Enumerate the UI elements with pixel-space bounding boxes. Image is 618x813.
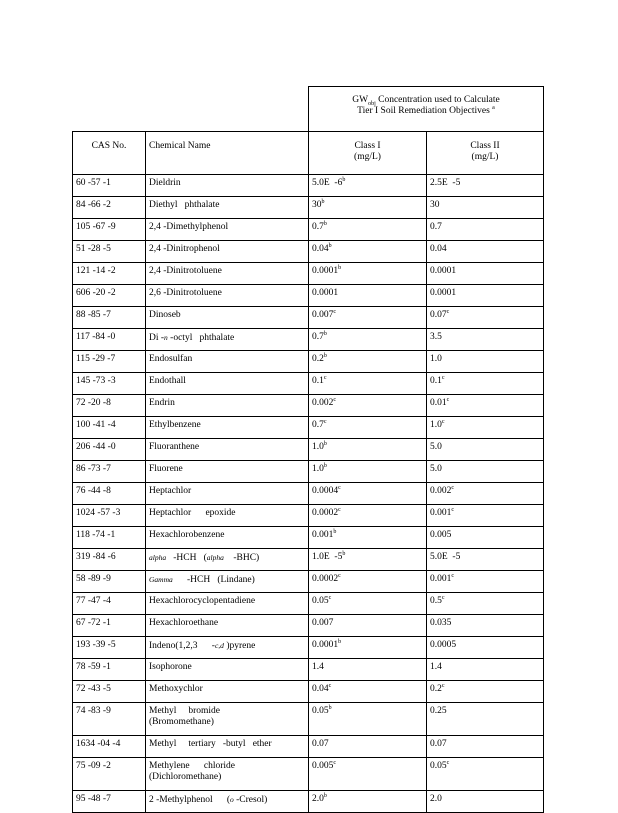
blank-cell [73, 87, 146, 132]
table-row [73, 351, 544, 373]
footnote-marker: c [323, 418, 327, 425]
table-row [73, 703, 544, 736]
cas-header: CAS No. [73, 132, 146, 175]
class2-value: 5.0E -5 [430, 552, 461, 562]
chemical-name-cell [146, 571, 309, 593]
table-row [73, 175, 544, 197]
class1-value-cell [309, 417, 427, 439]
chemical-name: Indeno(1,2,3 - [149, 641, 215, 651]
chemical-name-cell [146, 615, 309, 637]
class2-value: 5.0 [430, 442, 442, 452]
class1-value-cell [309, 373, 427, 395]
class2-value: 0.002 [430, 486, 452, 496]
footnote-marker: b [342, 176, 346, 183]
class1-value: 0.1 [312, 376, 324, 386]
cas-number-cell: 77 -47 -4 [73, 593, 146, 615]
class2-value-cell [427, 263, 544, 285]
class2-value-cell [427, 681, 544, 703]
chemical-name: Methyl bromide [149, 706, 220, 716]
table-row [73, 483, 544, 505]
class1-value: 0.0002 [312, 574, 339, 584]
footnote-marker: c [446, 396, 450, 403]
class2-value-cell [427, 505, 544, 527]
chemical-name: Ethylbenzene [149, 420, 201, 430]
chemical-name-italic: n [164, 333, 168, 342]
footnote-marker: b [328, 704, 332, 711]
table-row [73, 593, 544, 615]
class2-value-cell [427, 758, 544, 791]
class1-value: 5.0E -6 [312, 178, 343, 188]
cas-number-cell: 72 -20 -8 [73, 395, 146, 417]
class1-value-cell [309, 329, 427, 351]
class1-value-cell [309, 219, 427, 241]
footnote-marker: c [333, 759, 337, 766]
chemical-name-cell [146, 461, 309, 483]
class2-value: 0.0001 [430, 266, 457, 276]
class1-value-cell [309, 703, 427, 736]
table-row [73, 395, 544, 417]
table-row [73, 505, 544, 527]
chemical-name: Di - [149, 333, 165, 343]
chemical-name-cell [146, 736, 309, 758]
class2-value: 0.0001 [430, 288, 457, 298]
class2-value-cell [427, 373, 544, 395]
chemical-name-cell [146, 703, 309, 736]
footnote-marker: c [451, 506, 455, 513]
class2-value-cell [427, 439, 544, 461]
class1-value-cell [309, 736, 427, 758]
class2-value-cell [427, 219, 544, 241]
class2-value-cell [427, 549, 544, 571]
table-row [73, 758, 544, 791]
chemical-name-alt: (Bromomethane) [149, 717, 214, 727]
class1-value: 0.0002 [312, 508, 339, 518]
class1-value: 0.07 [312, 739, 329, 749]
footnote-marker: c [441, 682, 445, 689]
class1-value: 0.2 [312, 354, 324, 364]
class1-value-cell [309, 175, 427, 197]
footnote-marker: c [338, 572, 341, 579]
chemical-name: Hexachlorocyclopentadiene [149, 596, 256, 606]
class1-value: 0.005 [312, 761, 334, 771]
table-row [73, 417, 544, 439]
class1-value: 0.0001 [312, 288, 339, 298]
class1-value: 0.7 [312, 420, 324, 430]
footnote-marker: b [342, 550, 346, 557]
class1-value: 1.0 [312, 442, 324, 452]
chemical-name-cell [146, 351, 309, 373]
chemical-name: Heptachlor epoxide [149, 508, 236, 518]
class2-value-cell [427, 736, 544, 758]
class1-value: 0.0001 [312, 640, 339, 650]
class2-value: 0.035 [430, 618, 452, 628]
footnote-marker: c [441, 418, 445, 425]
table-row [73, 615, 544, 637]
chemical-name-cell [146, 373, 309, 395]
cas-number-cell: 193 -39 -5 [73, 637, 146, 659]
chemical-name-cell [146, 505, 309, 527]
class1-value-cell [309, 395, 427, 417]
table-row [73, 329, 544, 351]
cas-number-cell: 78 -59 -1 [73, 659, 146, 681]
chemical-name: Endosulfan [149, 354, 193, 364]
footnote-marker: b [338, 638, 342, 645]
footnote-marker: c [338, 506, 341, 513]
footnote-marker: c [328, 594, 332, 601]
chemical-name-italic: alpha [149, 553, 167, 562]
cas-number-cell: 72 -43 -5 [73, 681, 146, 703]
footnote-marker: c [451, 572, 455, 579]
class2-value-cell [427, 791, 544, 813]
class2-value-cell [427, 461, 544, 483]
chemical-name-cell [146, 175, 309, 197]
class1-value: 0.7 [312, 222, 324, 232]
chemical-name: Methoxychlor [149, 684, 203, 694]
footnote-marker: c [441, 594, 445, 601]
table-row [73, 285, 544, 307]
table-row [73, 461, 544, 483]
cas-number-cell: 606 -20 -2 [73, 285, 146, 307]
cas-number-cell: 74 -83 -9 [73, 703, 146, 736]
class2-value: 0.7 [430, 222, 442, 232]
class1-value: 0.007 [312, 618, 334, 628]
cas-number-cell: 88 -85 -7 [73, 307, 146, 329]
chemical-name-cell [146, 659, 309, 681]
chemical-name-italic: o [230, 795, 234, 804]
header-row-top [73, 87, 544, 132]
class2-value: 1.4 [430, 662, 442, 672]
cas-number-cell: 105 -67 -9 [73, 219, 146, 241]
table-row [73, 549, 544, 571]
blank-cell [146, 87, 309, 132]
class2-value-cell [427, 395, 544, 417]
chemical-name-header: Chemical Name [146, 132, 309, 175]
class2-value: 1.0 [430, 420, 442, 430]
class2-value-cell [427, 197, 544, 219]
class1-value-cell [309, 197, 427, 219]
class2-value: 3.5 [430, 332, 442, 342]
class2-value-cell [427, 285, 544, 307]
class1-value-cell [309, 615, 427, 637]
class1-value-cell [309, 549, 427, 571]
chemical-name: Methylene chloride [149, 761, 236, 771]
class1-value: 0.0001 [312, 266, 339, 276]
chemical-name-italic: c,d [214, 641, 224, 650]
footnote-marker: c [446, 759, 450, 766]
cas-number-cell: 145 -73 -3 [73, 373, 146, 395]
class1-value: 0.001 [312, 530, 334, 540]
class1-value: 0.05 [312, 706, 329, 716]
class2-value-cell [427, 593, 544, 615]
table-row [73, 736, 544, 758]
chemical-name-cell [146, 417, 309, 439]
class1-value-cell [309, 637, 427, 659]
chemical-name-cell [146, 395, 309, 417]
class1-value: 0.05 [312, 596, 329, 606]
cas-number-cell: 84 -66 -2 [73, 197, 146, 219]
class2-value-cell [427, 241, 544, 263]
footnote-marker: b [321, 198, 325, 205]
footnote-marker: c [333, 308, 337, 315]
class1-value-cell [309, 285, 427, 307]
footnote-marker: b [323, 220, 327, 227]
chemical-name: Methyl tertiary -butyl ether [149, 739, 272, 749]
class2-value: 2.0 [430, 794, 442, 804]
cas-number-cell: 75 -09 -2 [73, 758, 146, 791]
footnote-marker: b [323, 330, 327, 337]
chemical-name-cell [146, 758, 309, 791]
cas-number-cell: 1634 -04 -4 [73, 736, 146, 758]
header-row-columns [73, 132, 544, 175]
table-row [73, 197, 544, 219]
cas-number-cell: 95 -48 -7 [73, 791, 146, 813]
chemical-name: 2,4 -Dimethylphenol [149, 222, 229, 232]
class2-value: 0.001 [430, 508, 452, 518]
chemical-name: Endothall [149, 376, 186, 386]
class2-value-cell [427, 417, 544, 439]
class1-value-cell [309, 593, 427, 615]
chemical-name: -Cresol) [233, 795, 268, 805]
cas-number-cell: 100 -41 -4 [73, 417, 146, 439]
footnote-marker: c [333, 396, 337, 403]
class1-value-cell [309, 241, 427, 263]
class2-value: 0.0005 [430, 640, 457, 650]
class2-header: Class II (mg/L) [427, 132, 544, 175]
chemical-name-cell [146, 439, 309, 461]
footnote-marker: c [328, 682, 332, 689]
chemical-name-cell [146, 219, 309, 241]
class1-value-cell [309, 483, 427, 505]
class2-value: 0.04 [430, 244, 447, 254]
class1-value: 1.4 [312, 662, 324, 672]
class2-value: 0.07 [430, 739, 447, 749]
chemical-name: 2 -Methylphenol ( [149, 795, 231, 805]
class1-value: 0.04 [312, 684, 329, 694]
chemical-name-cell [146, 527, 309, 549]
class2-value-cell [427, 483, 544, 505]
table-row [73, 571, 544, 593]
table-row [73, 219, 544, 241]
table-row [73, 637, 544, 659]
class2-value: 30 [430, 200, 440, 210]
chemical-name: Hexachloroethane [149, 618, 219, 628]
footnote-marker: c [338, 484, 341, 491]
class1-value-cell [309, 659, 427, 681]
class2-value: 5.0 [430, 464, 442, 474]
table-row [73, 791, 544, 813]
cas-number-cell: 121 -14 -2 [73, 263, 146, 285]
chemical-name-cell [146, 241, 309, 263]
class1-value: 2.0 [312, 794, 324, 804]
chemical-name-cell [146, 549, 309, 571]
class1-value-cell [309, 571, 427, 593]
chemical-name: Hexachlorobenzene [149, 530, 225, 540]
class2-value: 0.01 [430, 398, 447, 408]
footnote-marker: b [338, 264, 342, 271]
chemical-name: Dinoseb [149, 310, 181, 320]
class1-value-cell [309, 758, 427, 791]
class1-value: 1.0E -5 [312, 552, 343, 562]
class2-value-cell [427, 637, 544, 659]
class2-value-cell [427, 307, 544, 329]
table-row [73, 527, 544, 549]
footnote-marker: b [323, 440, 327, 447]
class1-value-cell [309, 681, 427, 703]
chemical-name-cell [146, 307, 309, 329]
class2-value-cell [427, 175, 544, 197]
cas-number-cell: 51 -28 -5 [73, 241, 146, 263]
class1-value: 0.002 [312, 398, 334, 408]
class2-value: 0.001 [430, 574, 452, 584]
footnote-marker: c [446, 308, 450, 315]
cas-number-cell: 67 -72 -1 [73, 615, 146, 637]
class1-value-cell [309, 307, 427, 329]
chemical-name: Heptachlor [149, 486, 192, 496]
chemical-name: 2,4 -Dinitrophenol [149, 244, 220, 254]
class1-value: 0.7 [312, 332, 324, 342]
soil-objectives-table [72, 86, 544, 813]
class2-value-cell [427, 659, 544, 681]
chemical-name-cell [146, 263, 309, 285]
class2-value: 0.1 [430, 376, 442, 386]
class2-value: 0.25 [430, 706, 447, 716]
table-row [73, 241, 544, 263]
chemical-name: -octyl phthalate [167, 333, 235, 343]
chemical-name-cell [146, 329, 309, 351]
chemical-name: Fluorene [149, 464, 183, 474]
class2-value-cell [427, 329, 544, 351]
chemical-name: -HCH (Lindane) [172, 575, 255, 585]
chemical-name-cell [146, 681, 309, 703]
footnote-marker: b [323, 462, 327, 469]
class2-value-cell [427, 615, 544, 637]
chemical-name: Isophorone [149, 662, 192, 672]
class1-value-cell [309, 527, 427, 549]
table-row [73, 659, 544, 681]
class2-value-cell [427, 527, 544, 549]
chemical-name-alt: (Dichloromethane) [149, 772, 222, 782]
class2-value: 1.0 [430, 354, 442, 364]
class2-value: 0.5 [430, 596, 442, 606]
table-row [73, 681, 544, 703]
chemical-name: Diethyl phthalate [149, 200, 220, 210]
class1-header: Class I (mg/L) [309, 132, 427, 175]
class2-value: 2.5E -5 [430, 178, 461, 188]
table-row [73, 307, 544, 329]
chemical-name: 2,6 -Dinitrotoluene [149, 288, 222, 298]
cas-number-cell: 117 -84 -0 [73, 329, 146, 351]
chemical-name-cell [146, 483, 309, 505]
class1-value-cell [309, 791, 427, 813]
class2-value-cell [427, 351, 544, 373]
cas-number-cell: 115 -29 -7 [73, 351, 146, 373]
class1-value: 0.0004 [312, 486, 339, 496]
cas-number-cell: 58 -89 -9 [73, 571, 146, 593]
cas-number-cell: 118 -74 -1 [73, 527, 146, 549]
cas-number-cell: 319 -84 -6 [73, 549, 146, 571]
class2-value: 0.2 [430, 684, 442, 694]
class2-value-cell [427, 703, 544, 736]
chemical-name-cell [146, 285, 309, 307]
chemical-name: Fluoranthene [149, 442, 200, 452]
class1-value-cell [309, 461, 427, 483]
class1-value: 0.007 [312, 310, 334, 320]
footnote-marker: b [323, 792, 327, 799]
cas-number-cell: 76 -44 -8 [73, 483, 146, 505]
class2-value: 0.05 [430, 761, 447, 771]
class1-value: 0.04 [312, 244, 329, 254]
chemical-name-cell [146, 791, 309, 813]
class1-value: 1.0 [312, 464, 324, 474]
footnote-marker: b [323, 352, 327, 359]
chemical-name-cell [146, 593, 309, 615]
cas-number-cell: 60 -57 -1 [73, 175, 146, 197]
class1-value-cell [309, 351, 427, 373]
class1-value-cell [309, 439, 427, 461]
gw-concentration-header: $GW_{obj}$ Concentration used to Calculate Tier I Soil Remediation Objectives $^a$ [309, 87, 544, 132]
footnote-marker: b [328, 242, 332, 249]
table-row [73, 263, 544, 285]
table-row [73, 373, 544, 395]
chemical-name-italic: alpha [206, 553, 224, 562]
class1-value: 30 [312, 200, 322, 210]
class1-value-cell [309, 505, 427, 527]
footnote-marker: b [333, 528, 337, 535]
table-row [73, 439, 544, 461]
chemical-name-cell [146, 637, 309, 659]
footnote-marker: c [323, 374, 327, 381]
footnote-marker: c [441, 374, 445, 381]
class1-value-cell [309, 263, 427, 285]
class2-value: 0.07 [430, 310, 447, 320]
chemical-name-italic: Gamma [149, 575, 173, 584]
chemical-name: Endrin [149, 398, 175, 408]
chemical-name-cell [146, 197, 309, 219]
class2-value-cell [427, 571, 544, 593]
chemical-name: -HCH ( [166, 553, 207, 563]
class2-value: 0.005 [430, 530, 452, 540]
chemical-name: )pyrene [223, 641, 256, 651]
chemical-name: 2,4 -Dinitrotoluene [149, 266, 222, 276]
cas-number-cell: 86 -73 -7 [73, 461, 146, 483]
cas-number-cell: 1024 -57 -3 [73, 505, 146, 527]
footnote-marker: c [451, 484, 455, 491]
cas-number-cell: 206 -44 -0 [73, 439, 146, 461]
chemical-name: Dieldrin [149, 178, 181, 188]
chemical-name: -BHC) [223, 553, 260, 563]
